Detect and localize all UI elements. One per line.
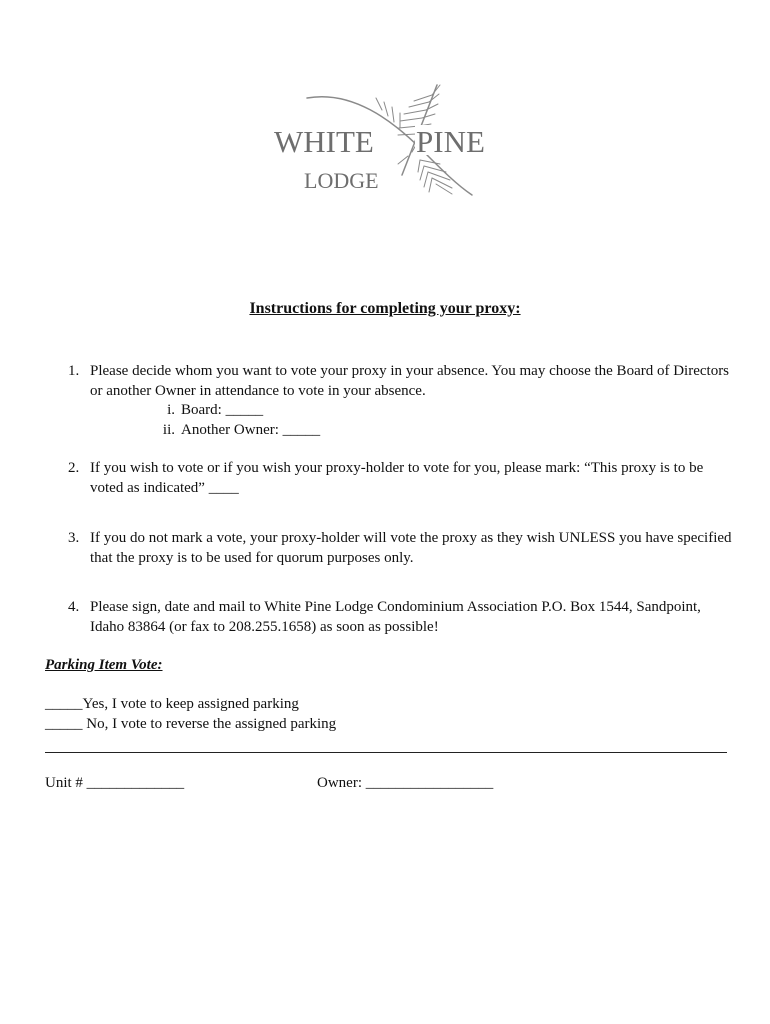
sub-item-text: Board: _____ [181, 402, 264, 418]
logo-word-lodge: LODGE [304, 168, 379, 193]
sub-item-board [167, 401, 264, 421]
instruction-item-2 [68, 459, 733, 498]
parking-no-option[interactable]: _____ No, I vote to reverse the assigned parking [45, 716, 337, 732]
instruction-number: 3. [68, 530, 80, 546]
instruction-text: If you do not mark a vote, your proxy-holder will vote the proxy as they wish UNLESS you have specified that the proxy is to be used for quorum purposes only. [90, 530, 732, 566]
instruction-item-4 [68, 598, 733, 637]
instruction-item-3 [68, 529, 733, 568]
logo-word-white: WHITE [274, 124, 374, 159]
instruction-text: Please decide whom you want to vote your proxy in your absence. You may choose the Board of Directors or another Owner in attendance to vote in your absence. [90, 363, 730, 399]
instruction-number: 1. [68, 363, 80, 379]
instruction-number: 4. [68, 599, 80, 615]
white-pine-lodge-logo [272, 80, 502, 205]
page-title: Instructions for completing your proxy: [249, 300, 521, 317]
instruction-number: 2. [68, 460, 80, 476]
instruction-text: If you wish to vote or if you wish your proxy-holder to vote for you, please mark: “This proxy is to be voted as indicated” ____ [90, 460, 704, 496]
sub-item-number: i. [167, 402, 175, 418]
parking-yes-option[interactable]: _____Yes, I vote to keep assigned parking [45, 696, 299, 712]
divider-line [45, 752, 727, 753]
sub-item-another-owner [162, 421, 321, 441]
instruction-item-1 [68, 362, 733, 401]
owner-field[interactable]: Owner: _________________ [317, 775, 494, 791]
parking-vote-heading: Parking Item Vote: [45, 657, 163, 673]
logo-word-pine: PINE [416, 124, 485, 159]
sub-item-text: Another Owner: _____ [181, 422, 321, 438]
unit-number-field[interactable]: Unit # _____________ [45, 775, 185, 791]
instruction-text: Please sign, date and mail to White Pine Lodge Condominium Association P.O. Box 1544, Sandpoint, Idaho 83864 (or fax to 208.255.1658) as soon as possible! [90, 599, 701, 635]
sub-item-number: ii. [162, 422, 175, 438]
